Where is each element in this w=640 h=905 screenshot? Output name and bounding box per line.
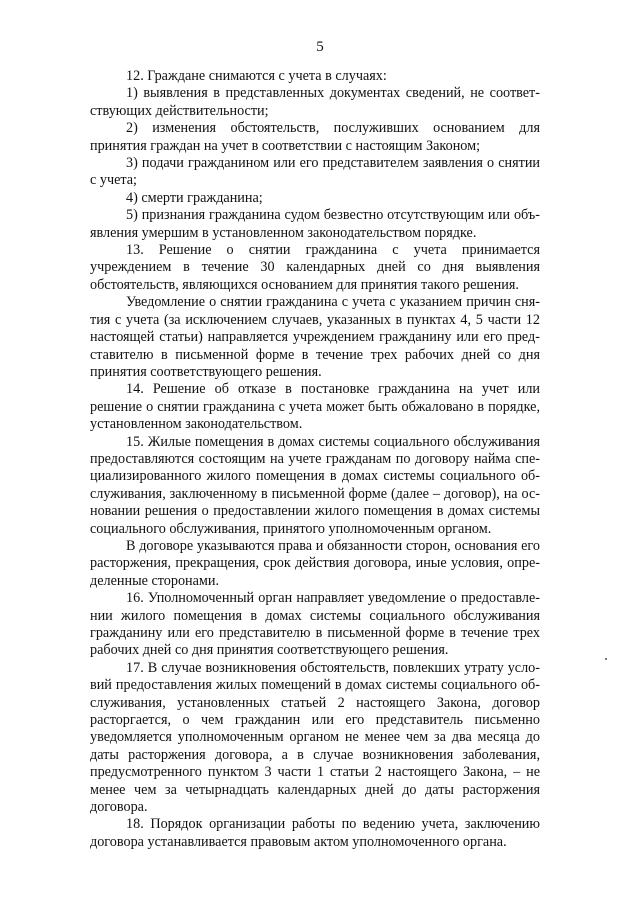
paragraph-17: 17. В случае возникновения обстоятельств, повлекших утрату условий предоставления жилых помещений в домах системы социального обслуживания, установленных статьей 2 настоящего Закона, договор расторгается, о чем гражданин или его представитель письменно уведомляется уполномоченным органом не менее чем за два месяца до даты расторжения договора, а в случае возникновения заболевания, предусмотренного пунктом 3 части 1 статьи 2 настоящего Закона, – не менее чем за четырнадцать календарных дней до даты расторжения договора.	[90, 659, 540, 816]
list-item-12-5: 5) признания гражданина судом безвестно отсутствующим или объявления умершим в установленном законодательством порядке.	[90, 207, 540, 241]
paragraph-14: 14. Решение об отказе в постановке гражданина на учет или решение о снятии гражданина с учета может быть обжаловано в порядке, установленном законодательством.	[90, 381, 540, 433]
list-item-12-2: 2) изменения обстоятельств, послуживших основанием для принятия граждан на учет в соответствии с настоящим Законом;	[90, 120, 540, 154]
list-item-12-1: 1) выявления в представленных документах сведений, не соответствующих действительности;	[90, 85, 540, 119]
paragraph-16: 16. Уполномоченный орган направляет уведомление о предоставлении жилого помещения в домах системы социального обслуживания гражданину или его представителю в письменной форме в течение трех рабочих дней со дня принятия соответствующего решения.	[90, 590, 540, 659]
document-body	[90, 68, 540, 851]
scan-mark	[605, 658, 607, 660]
paragraph-15: 15. Жилые помещения в домах системы социального обслуживания предоставляются состоящим на учете гражданам по договору найма специализированного жилого помещения в домах системы социального обслуживания, заключенному в письменной форме (далее – договор), на основании решения о предоставлении жилого помещения в домах системы социального обслуживания, принятого уполномоченным органом.	[90, 433, 540, 537]
paragraph-13-notice: Уведомление о снятии гражданина с учета с указанием причин снятия с учета (за исключением случаев, указанных в пунктах 4, 5 части 12 настоящей статьи) направляется учреждением гражданину или его представителю в письменной форме в течение трех рабочих дней со дня принятия соответствующего решения.	[90, 294, 540, 380]
paragraph-18: 18. Порядок организации работы по ведению учета, заключению договора устанавливается правовым актом уполномоченного органа.	[90, 816, 540, 850]
paragraph-13: 13. Решение о снятии гражданина с учета принимается учреждением в течение 30 календарных дней со дня выявления обстоятельств, являющихся основанием для принятия такого решения.	[90, 242, 540, 293]
page-number: 5	[316, 39, 324, 55]
paragraph-12: 12. Граждане снимаются с учета в случаях:	[126, 68, 387, 84]
list-item-12-3: 3) подачи гражданином или его представителем заявления о снятии с учета;	[90, 155, 540, 189]
paragraph-15-contract: В договоре указываются права и обязанности сторон, основания его расторжения, прекращения, срок действия договора, иные условия, определенные сторонами.	[90, 537, 540, 589]
list-item-12-4: 4) смерти гражданина;	[126, 189, 263, 206]
